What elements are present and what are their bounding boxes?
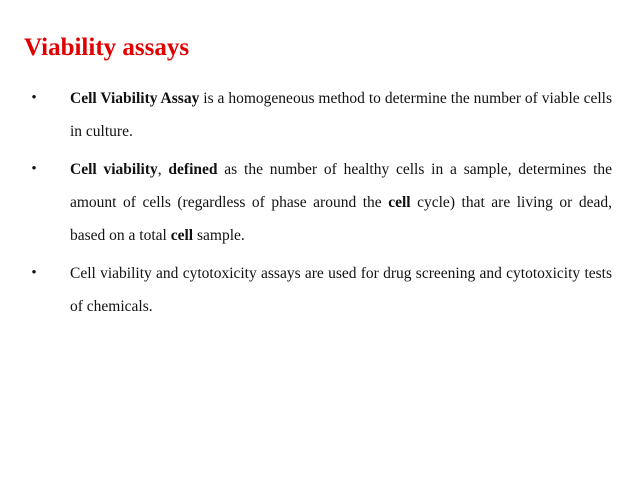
bullet-item: [26, 82, 612, 148]
bullet-text: [70, 82, 612, 148]
text-segment: Cell viability and cytotoxicity assays are used for drug screening and cytotoxicity tests of chemicals.: [70, 265, 612, 315]
text-segment: is a homogeneous method to determine the number of viable cells in culture.: [70, 90, 612, 140]
bullet-icon: •: [31, 90, 37, 106]
bullet-item: [26, 257, 612, 323]
bullet-text: [70, 257, 612, 323]
bold-term: Cell viability: [70, 161, 158, 178]
bullet-item: [26, 153, 612, 252]
bullet-text: [70, 153, 612, 252]
bold-term: cell: [170, 227, 194, 244]
text-segment: sample.: [193, 227, 245, 244]
text-segment: ,: [157, 161, 169, 178]
bullet-icon: •: [31, 161, 37, 177]
bold-term: Cell Viability Assay: [70, 90, 200, 107]
bold-term: cell: [388, 194, 411, 211]
text-segment: as the number of healthy cells in a sample, determines the amount of cells (regardless of phase around the: [70, 161, 613, 211]
slide-title: Viability assays: [24, 34, 190, 61]
bullet-icon: •: [31, 265, 37, 281]
bold-term: defined: [168, 161, 218, 178]
text-segment: cycle) that are living or dead, based on a total: [70, 194, 612, 244]
bullet-list: [26, 82, 612, 328]
